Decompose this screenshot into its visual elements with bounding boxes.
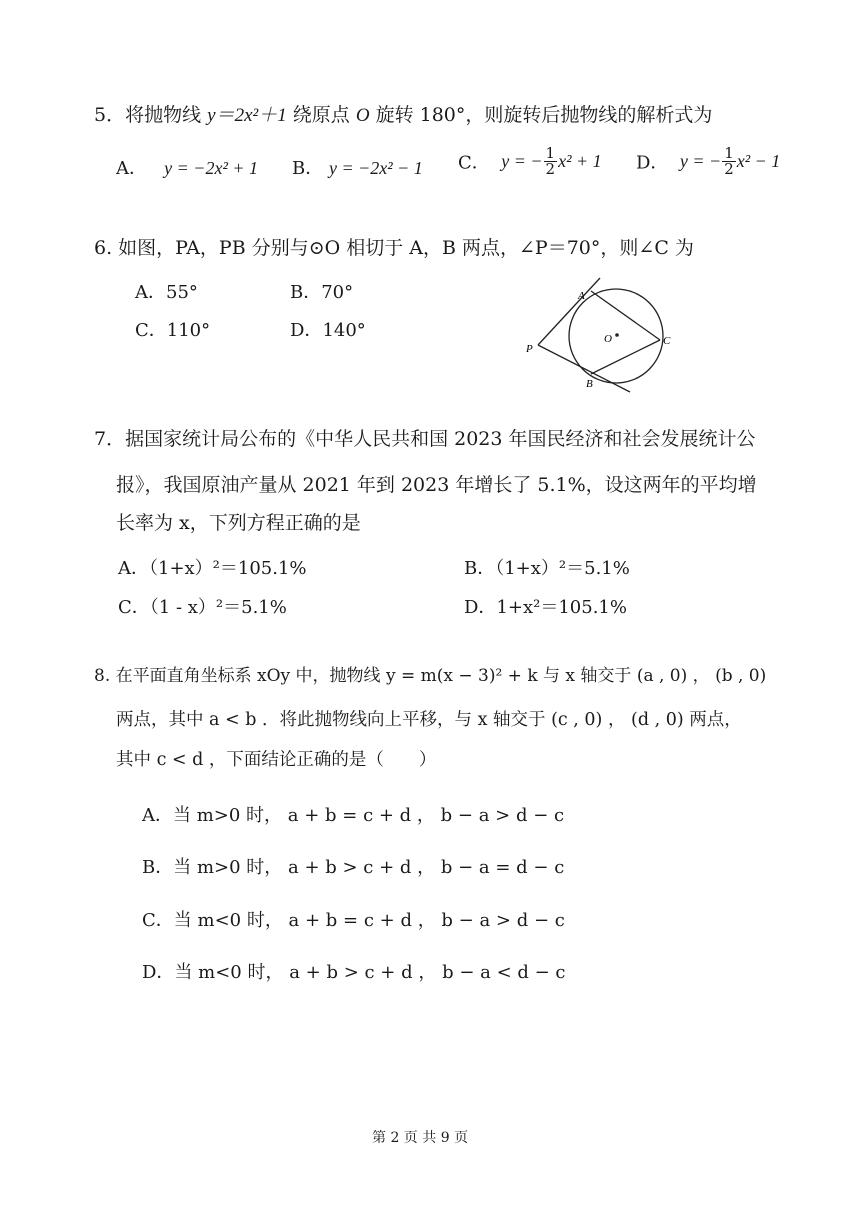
q7-line-1: 7．据国家统计局公布的《中华人民共和国 2023 年国民经济和社会发展统计公	[94, 428, 756, 450]
label-a: A	[578, 290, 585, 302]
q5-stem: 5．将抛物线 y＝2x²＋1 绕原点 O 旋转 180°，则旋转后抛物线的解析式为	[94, 104, 713, 126]
q5-option-d: D． y = − $\frac{1}{2}$ x² − 1	[636, 144, 781, 178]
q7-option-b: B．（1+x）²＝5.1%	[464, 558, 630, 579]
q5-option-a: A． y = −2x² + 1	[116, 158, 258, 179]
q7-option-a: A．（1+x）²＝105.1%	[118, 558, 307, 579]
chord-ac	[591, 291, 660, 340]
q8-option-d: D．当 m<0 时， a + b > c + d ， b − a < d − c	[142, 962, 566, 983]
q5-equation: y＝2x²＋1	[207, 105, 287, 126]
label-b: B	[586, 378, 593, 390]
label-p: P	[526, 343, 533, 355]
q8-option-c: C．当 m<0 时， a + b = c + d ， b − a > d − c	[142, 910, 565, 931]
q5-d-fraction: $\frac{1}{2}$	[724, 144, 734, 178]
label-c: C	[663, 335, 671, 347]
center-dot	[615, 333, 619, 337]
q6-option-c: C．110°	[135, 320, 211, 341]
q6-option-a: A．55°	[135, 282, 198, 303]
q7-option-c: C．（1 - x）²＝5.1%	[118, 597, 287, 618]
q5-option-c: C． y = − $\frac{1}{2}$ x² + 1	[458, 144, 602, 178]
q5-c-fraction: $\frac{1}{2}$	[545, 144, 556, 178]
q6-option-b: B．70°	[290, 282, 354, 303]
q6-stem: 6. 如图，PA，PB 分别与⊙O 相切于 A，B 两点，∠P＝70°，则∠C 为	[94, 237, 694, 259]
q8-option-a: A．当 m>0 时， a + b = c + d ， b − a > d − c	[142, 805, 565, 826]
tangent-line-pb	[538, 345, 630, 392]
q8-line-1: 8. 在平面直角坐标系 xOy 中，抛物线 y = m(x − 3)² + k 与 x 轴交于 (a , 0) ， (b , 0)	[94, 666, 767, 686]
q8-line-3: 其中 c < d ，下面结论正确的是（ ）	[116, 750, 437, 770]
q8-option-b: B．当 m>0 时， a + b > c + d ， b − a = d − c	[142, 857, 565, 878]
label-o: O	[604, 333, 612, 345]
q7-line-3: 长率为 x，下列方程正确的是	[116, 512, 361, 534]
q6-tangent-circle-figure	[520, 272, 671, 394]
page-footer: 第 2 页 共 9 页	[372, 1130, 469, 1146]
q8-line-2: 两点，其中 a < b ．将此抛物线向上平移，与 x 轴交于 (c , 0) ， (d , 0) 两点，	[116, 710, 742, 730]
q5-option-b: B． y = −2x² − 1	[292, 158, 423, 179]
q7-option-d: D．1+x²＝105.1%	[464, 597, 627, 618]
q7-line-2: 报》，我国原油产量从 2021 年到 2023 年增长了 5.1%，设这两年的平均增	[116, 474, 757, 496]
q6-option-d: D．140°	[290, 320, 366, 341]
